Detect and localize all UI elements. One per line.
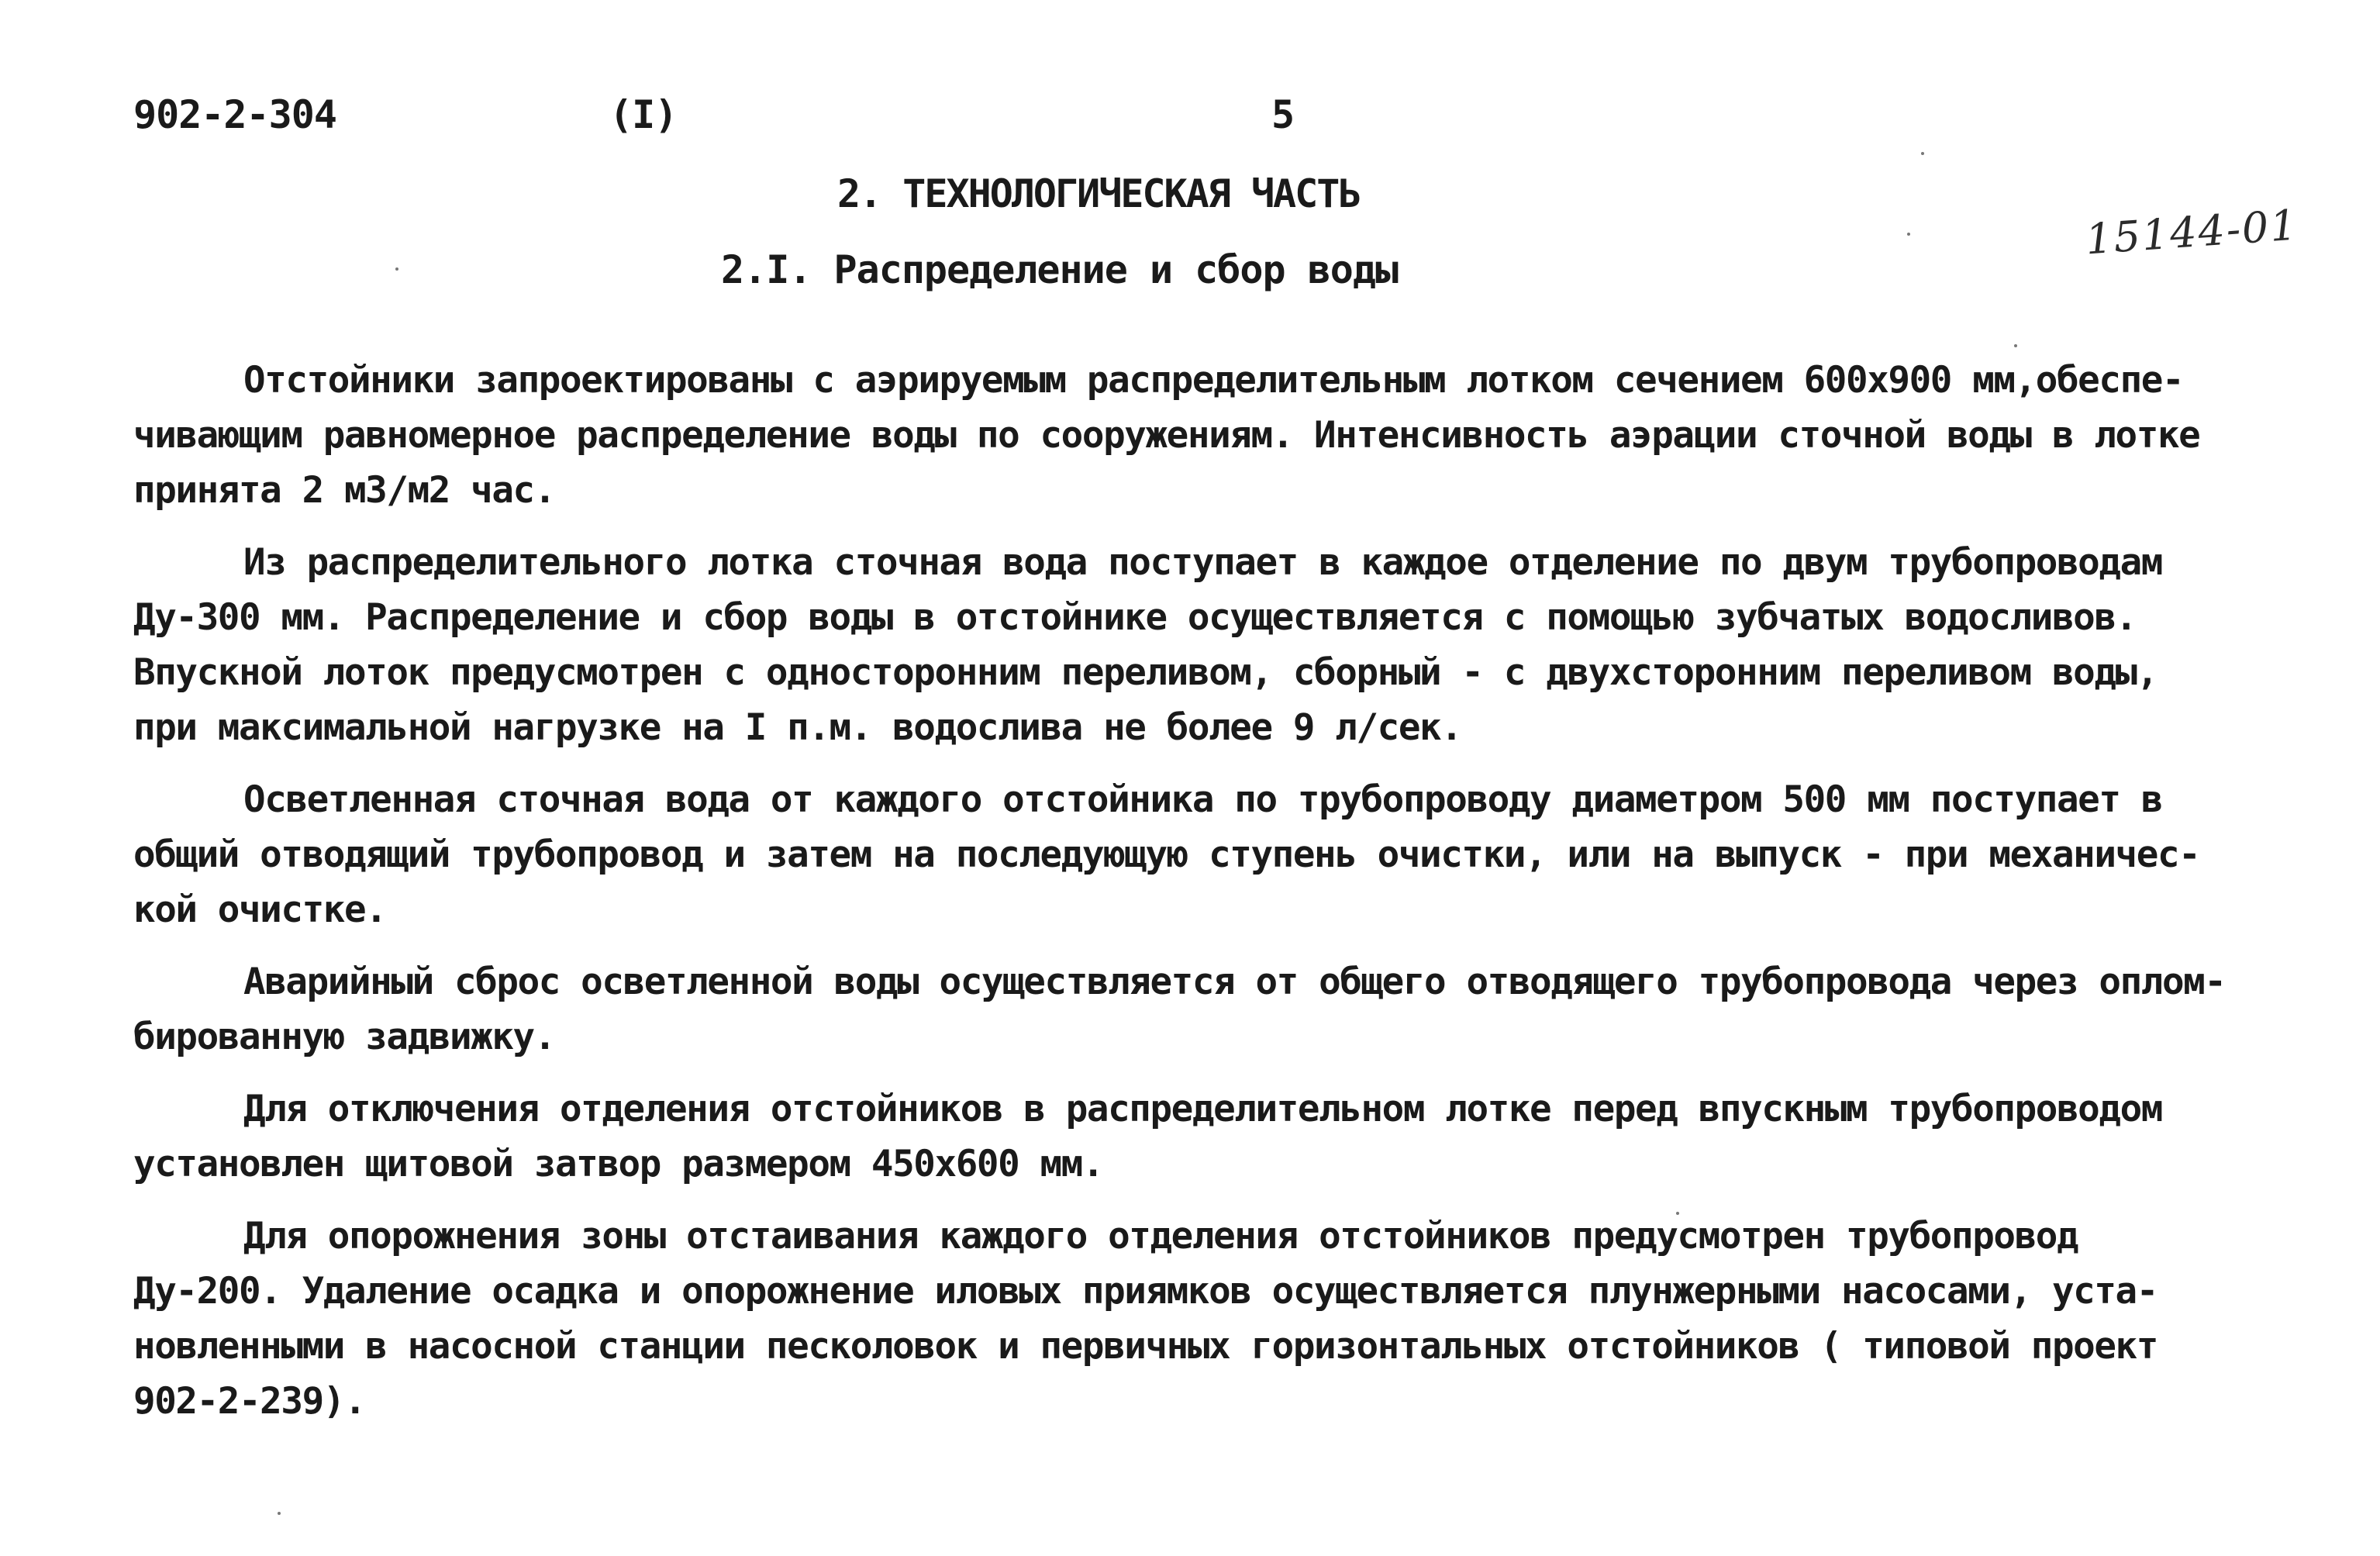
volume-number: (I): [609, 92, 678, 137]
handwritten-note: 15144-01: [2084, 200, 2300, 264]
paragraph: [133, 1082, 2366, 1192]
text-line: Для отключения отделения отстойников в распределительном лотке перед впускным трубопроводом: [243, 1088, 2162, 1130]
paragraph: [133, 535, 2366, 755]
text-line: Для опорожнения зоны отстаивания каждого отделения отстойников предусмотрен трубопровод: [243, 1215, 2078, 1258]
text-line: чивающим равномерное распределение воды по сооружениям. Интенсивность аэрации сточной воды в лотке: [133, 414, 2200, 457]
text-line: при максимальной нагрузке на I п.м. водослива не более 9 л/сек.: [133, 706, 1462, 749]
paragraph: [133, 954, 2366, 1064]
scan-speck: [1676, 1212, 1679, 1215]
text-line: бированную задвижку.: [133, 1016, 555, 1058]
paragraph: [133, 1209, 2366, 1429]
text-line: Ду-300 мм. Распределение и сбор воды в отстойнике осуществляется с помощью зубчатых водосливов.: [133, 596, 2137, 639]
text-line: Аварийный сброс осветленной воды осуществляется от общего отводящего трубопровода через оплом-: [243, 961, 2226, 1003]
text-line: новленными в насосной станции песколовок и первичных горизонтальных отстойников ( типовой проект: [133, 1325, 2158, 1368]
paragraph: [133, 772, 2366, 937]
text-line: Ду-200. Удаление осадка и опорожнение иловых приямков осуществляется плунжерными насосами, уста-: [133, 1270, 2158, 1313]
section-title: 2. ТЕХНОЛОГИЧЕСКАЯ ЧАСТЬ: [837, 171, 1361, 216]
page-number: 5: [1271, 92, 1295, 137]
scan-speck: [395, 267, 398, 271]
text-line: Из распределительного лотка сточная вода поступает в каждое отделение по двум трубопроводам: [243, 541, 2162, 584]
text-line: установлен щитовой затвор размером 450х600 мм.: [133, 1143, 1104, 1185]
text-line: общий отводящий трубопровод и затем на последующую ступень очистки, или на выпуск - при механичес-: [133, 833, 2200, 876]
text-line: Отстойники запроектированы с аэрируемым распределительным лотком сечением 600х900 мм,обеспе-: [243, 359, 2184, 402]
scan-speck: [278, 1512, 281, 1515]
text-line: принята 2 м3/м2 час.: [133, 469, 555, 512]
subsection-title: 2.I. Распределение и сбор воды: [721, 247, 1399, 292]
body-text: [133, 353, 2366, 1446]
scan-speck: [1907, 233, 1910, 236]
scan-speck: [2014, 344, 2017, 347]
scan-speck: [1921, 152, 1924, 155]
text-line: Осветленная сточная вода от каждого отстойника по трубопроводу диаметром 500 мм поступает в: [243, 778, 2162, 821]
text-line: Впускной лоток предусмотрен с односторонним переливом, сборный - с двухсторонним переливом воды,: [133, 651, 2158, 694]
text-line: 902-2-239).: [133, 1380, 366, 1423]
text-line: кой очистке.: [133, 888, 387, 931]
document-code: 902-2-304: [133, 92, 336, 137]
paragraph: [133, 353, 2366, 518]
